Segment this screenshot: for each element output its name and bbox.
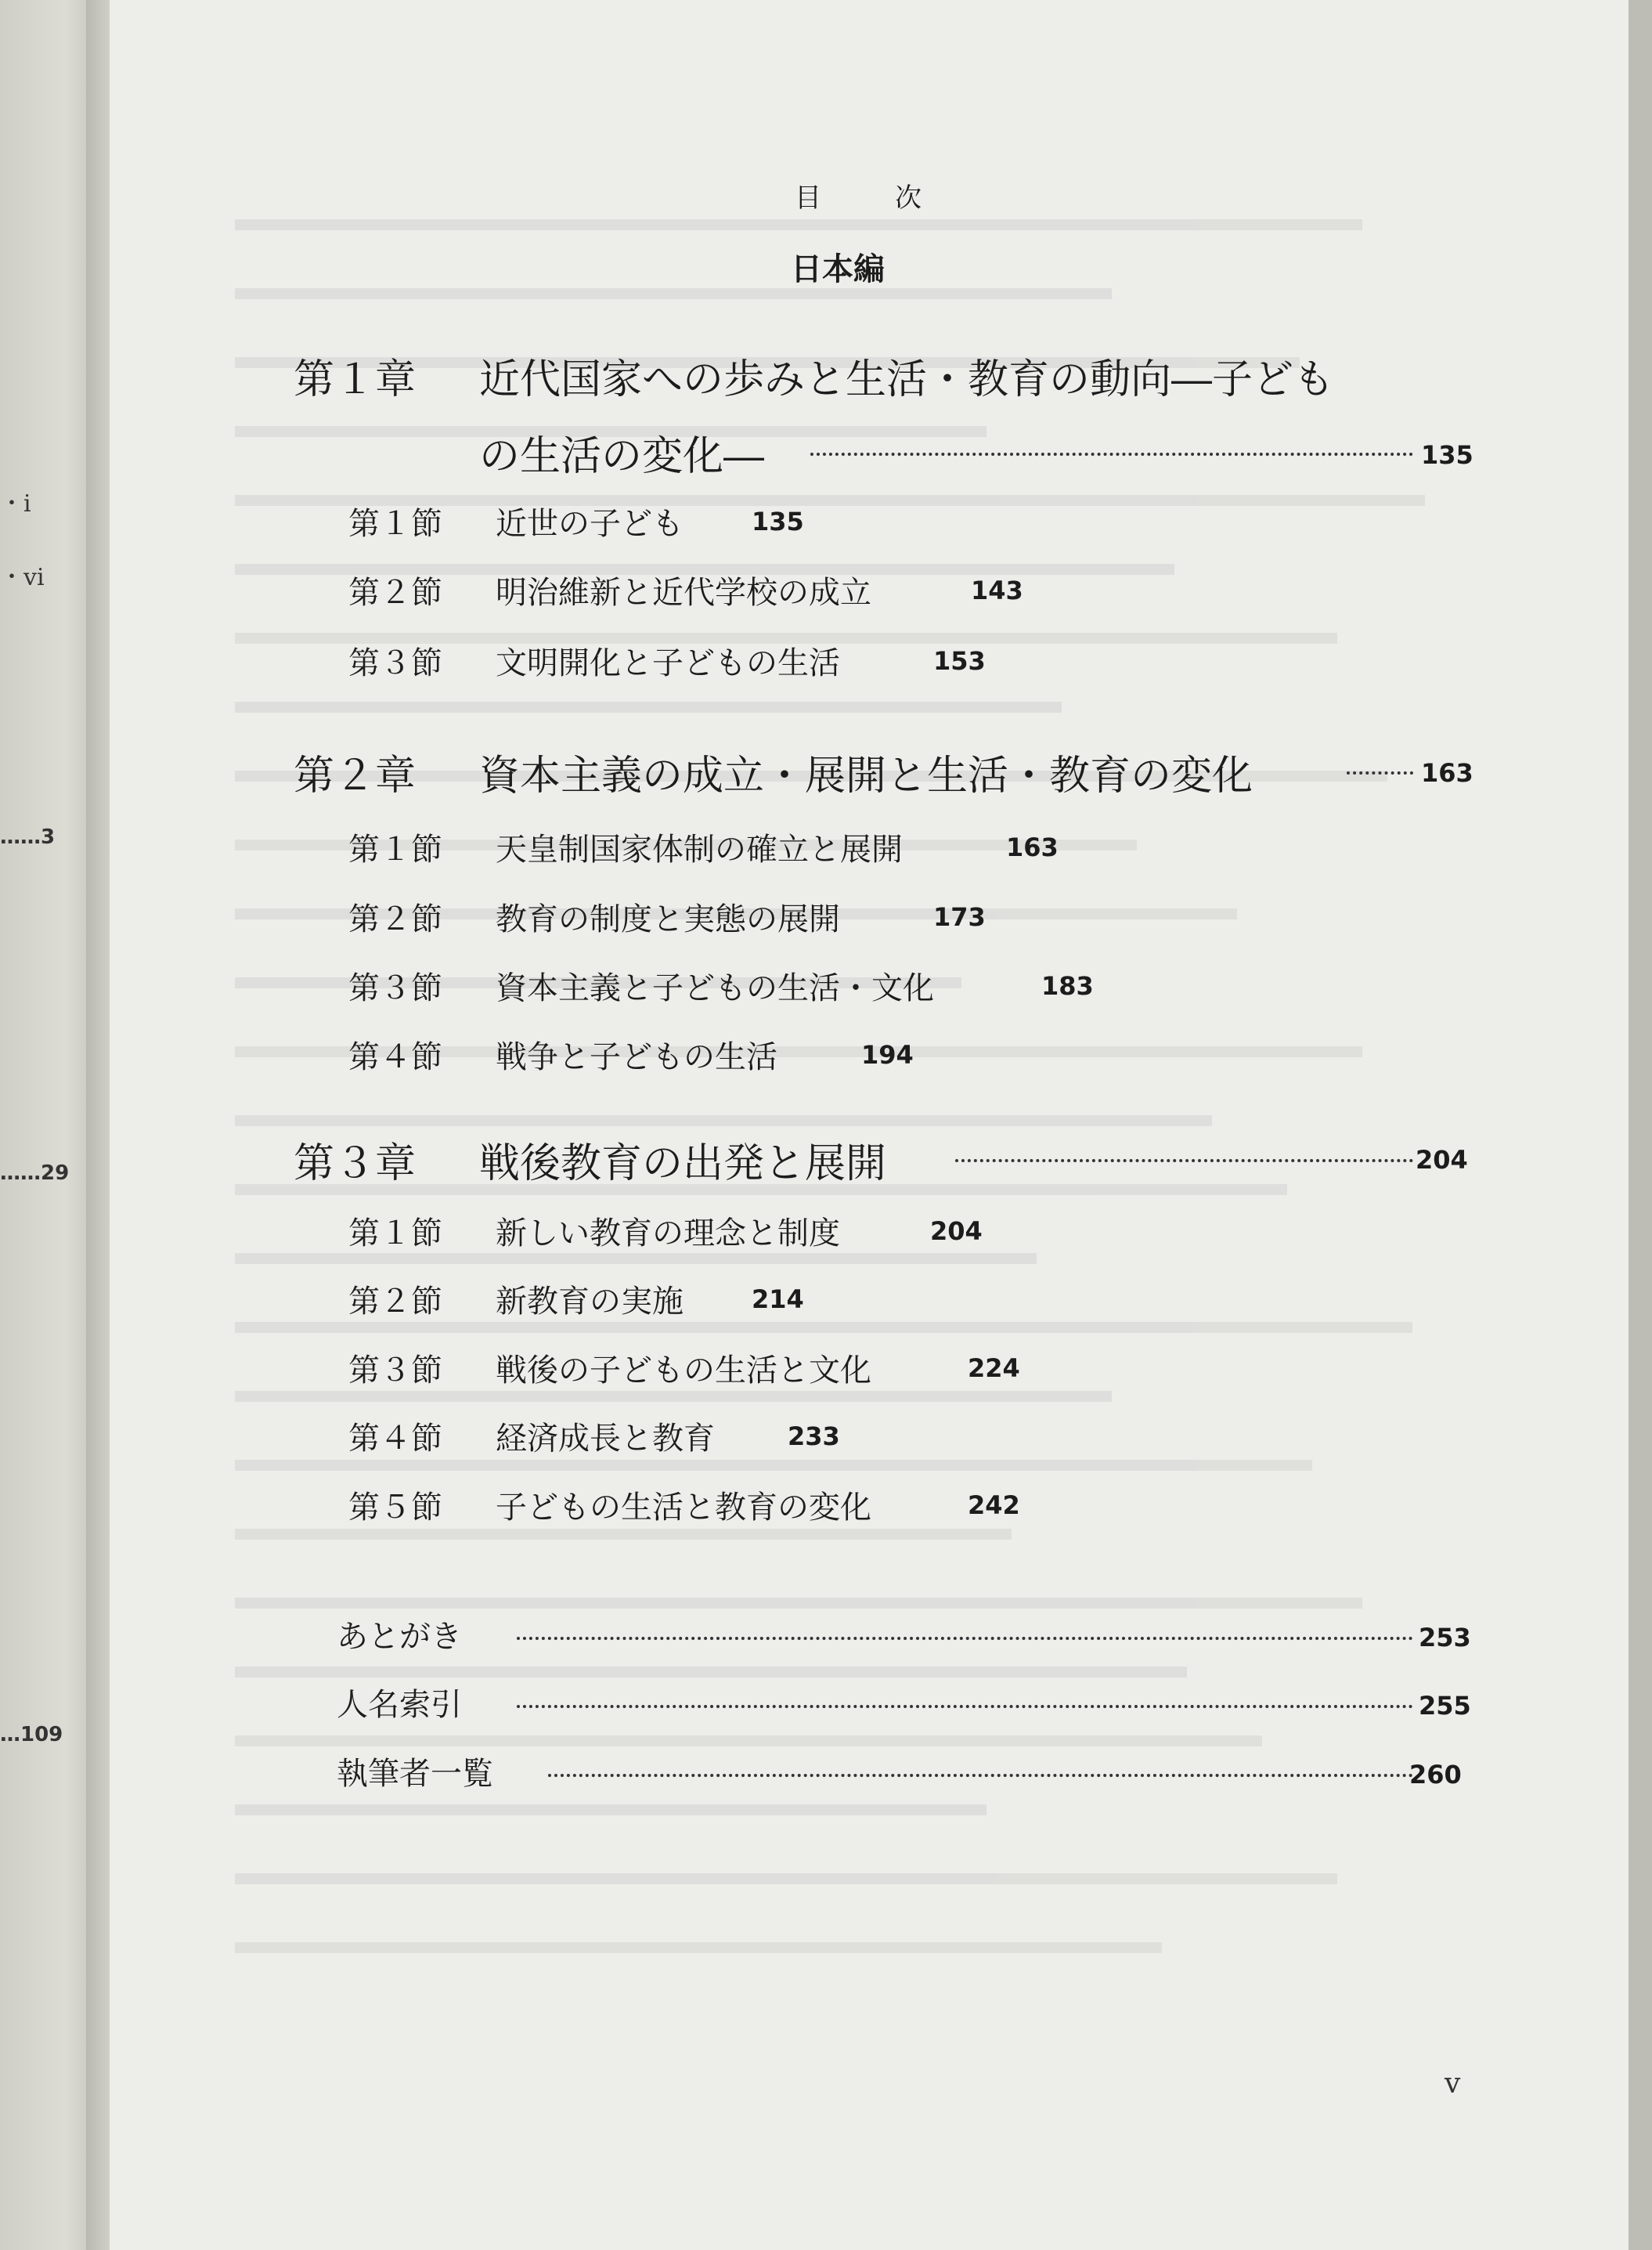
right-page-edge [1629,0,1652,2250]
dot-leader [517,1705,1413,1708]
page-number: 253 [1419,1623,1471,1652]
dot-leader [955,1159,1413,1162]
subsection-title: 明治維新と近代学校の成立 [496,575,871,611]
subsection-label: 第４節 [348,1039,442,1075]
page-folio: v [1445,2068,1461,2100]
page-number: 183 [1041,971,1094,1001]
page-number: 224 [968,1353,1020,1383]
dot-leader [517,1637,1413,1640]
subsection-label: 第２節 [348,901,442,937]
subsection-label: 第３節 [348,970,442,1006]
page-number: 163 [1006,832,1059,862]
subsection-label: 第２節 [348,575,442,611]
page-number: 163 [1421,758,1473,788]
chapter-label: 第３章 [294,1140,417,1187]
subsection-label: 第２節 [348,1284,442,1320]
subsection-label: 第１節 [348,1215,442,1251]
subsection-label: 第５節 [348,1490,442,1526]
subsection-title: 戦後の子どもの生活と文化 [496,1353,871,1389]
chapter-title-cont: の生活の変化― [479,433,765,480]
section-title: 日本編 [791,251,885,287]
subsection-title: 天皇制国家体制の確立と展開 [496,832,903,868]
dot-leader [1347,771,1413,775]
subsection-label: 第３節 [348,645,442,681]
page-number: 255 [1419,1691,1471,1721]
page-number: 204 [1416,1145,1468,1175]
backmatter-title: 執筆者一覧 [337,1756,493,1792]
chapter-label: 第１章 [294,356,417,403]
subsection-label: 第１節 [348,506,442,542]
subsection-label: 第３節 [348,1353,442,1389]
left-bleed-text: ・vi [0,564,45,591]
page-number: 173 [933,902,986,932]
page-number: 204 [930,1216,983,1246]
page-number: 143 [971,576,1023,605]
subsection-title: 新しい教育の理念と制度 [496,1215,840,1251]
subsection-title: 子どもの生活と教育の変化 [496,1490,871,1526]
subsection-title: 教育の制度と実態の展開 [496,901,840,937]
chapter-title: 戦後教育の出発と展開 [479,1140,887,1187]
page-number: 214 [752,1284,804,1314]
page-number: 233 [788,1421,840,1451]
chapter-title: 資本主義の成立・展開と生活・教育の変化 [479,753,1253,800]
subsection-title: 戦争と子どもの生活 [496,1039,777,1075]
subsection-title: 新教育の実施 [496,1284,684,1320]
page-number: 194 [861,1040,914,1070]
page-number: 135 [1421,440,1473,470]
toc-heading: 目 次 [795,182,945,214]
subsection-title: 近世の子ども [496,506,684,542]
page-number: 135 [752,507,804,536]
dot-leader [810,453,1413,456]
page-number: 242 [968,1490,1020,1520]
backmatter-title: あとがき [337,1619,462,1655]
left-page [0,0,94,2250]
left-bleed-text: ……29 [0,1161,70,1185]
subsection-label: 第１節 [348,832,442,868]
chapter-title: 近代国家への歩みと生活・教育の動向―子ども [479,356,1335,403]
dot-leader [548,1774,1413,1777]
subsection-title: 経済成長と教育 [496,1421,715,1457]
subsection-title: 資本主義と子どもの生活・文化 [496,970,934,1006]
subsection-label: 第４節 [348,1421,442,1457]
chapter-label: 第２章 [294,753,417,800]
left-bleed-text: ……3 [0,825,56,849]
page-number: 153 [933,646,986,676]
page-number: 260 [1409,1760,1462,1790]
left-bleed-text: …109 [0,1723,63,1746]
left-bleed-text: ・i [0,490,31,518]
subsection-title: 文明開化と子どもの生活 [496,645,840,681]
backmatter-title: 人名索引 [337,1687,462,1723]
